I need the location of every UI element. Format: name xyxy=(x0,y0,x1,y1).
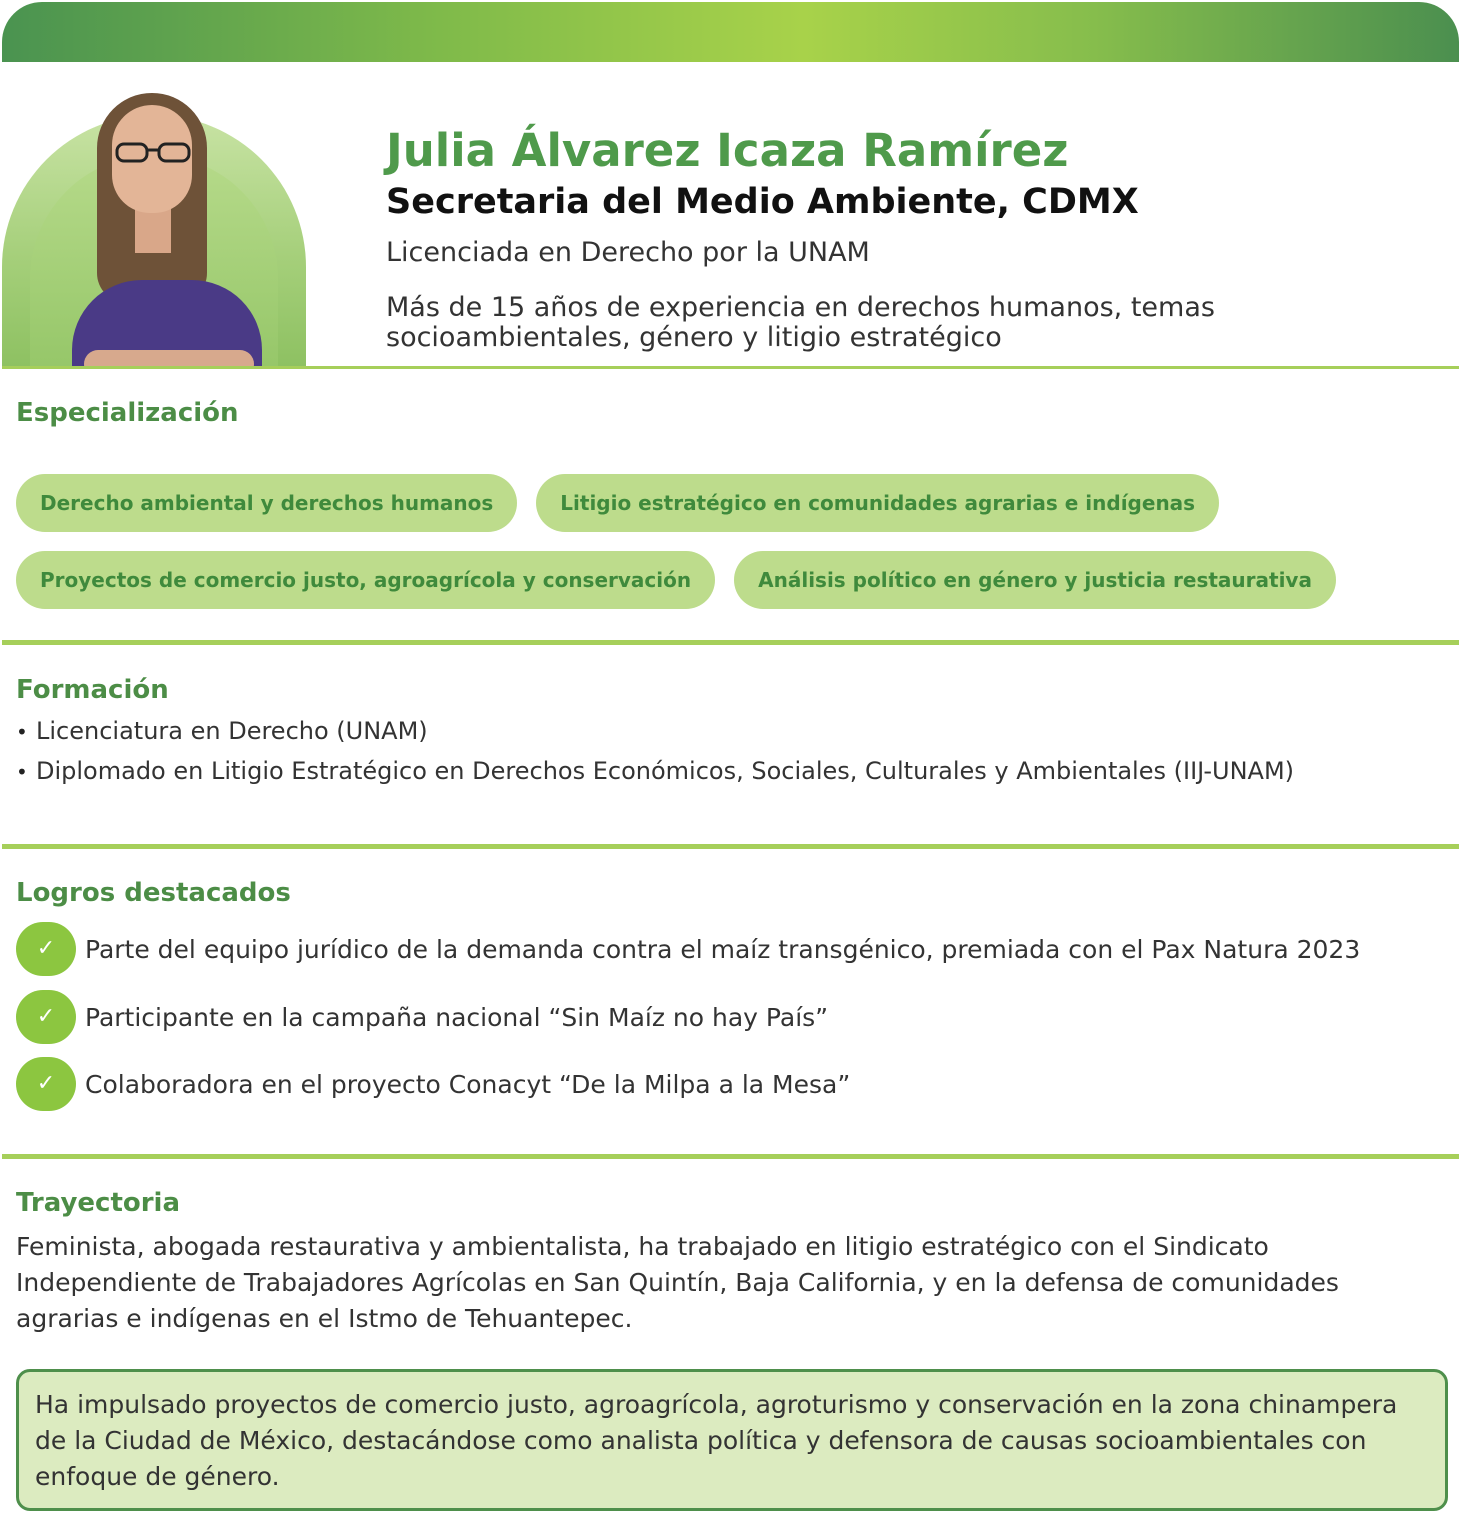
achievement-text: Parte del equipo jurídico de la demanda contra el maíz transgénico, premiada con el Pax Natura 2023 xyxy=(85,934,1361,964)
divider xyxy=(2,366,1459,369)
achievements-title: Logros destacados xyxy=(16,878,291,908)
trajectory-title: Trayectoria xyxy=(16,1188,181,1218)
check-icon: ✓ xyxy=(16,922,76,976)
achievement-item xyxy=(16,1057,850,1111)
education-item-text: Diplomado en Litigio Estratégico en Derechos Económicos, Sociales, Culturales y Ambientales (IIJ-UNAM) xyxy=(36,757,1295,785)
achievement-item xyxy=(16,922,1360,976)
education-item xyxy=(16,752,1294,792)
trajectory-highlight: Ha impulsado proyectos de comercio justo, agroagrícola, agroturismo y conservación en la zona chinampera de la Ciudad de México, destacándose como analista política y defensora de causas socioambientales con enfoque de género. xyxy=(16,1369,1448,1511)
top-banner xyxy=(2,2,1459,62)
bullet-icon: • xyxy=(16,720,28,744)
education-item xyxy=(16,712,1294,752)
divider xyxy=(2,844,1459,849)
check-icon: ✓ xyxy=(16,990,76,1044)
education-item-text: Licenciatura en Derecho (UNAM) xyxy=(36,717,428,745)
person-experience: Más de 15 años de experiencia en derechos humanos, temas socioambientales, género y litigio estratégico xyxy=(386,292,1215,353)
check-icon: ✓ xyxy=(16,1057,76,1111)
divider xyxy=(2,640,1459,645)
bullet-icon: • xyxy=(16,760,28,784)
specialization-chip: Litigio estratégico en comunidades agrarias e indígenas xyxy=(536,474,1219,532)
divider xyxy=(2,1154,1459,1159)
profile-photo xyxy=(2,85,306,367)
profile-header xyxy=(386,125,1461,353)
specialization-chip: Proyectos de comercio justo, agroagrícola y conservación xyxy=(16,551,715,609)
person-crossed-arms xyxy=(84,350,254,367)
specialization-chips-row xyxy=(16,474,1219,532)
specialization-chip: Derecho ambiental y derechos humanos xyxy=(16,474,517,532)
education-title: Formación xyxy=(16,675,169,705)
person-name: Julia Álvarez Icaza Ramírez xyxy=(386,124,1069,177)
person-role: Secretaria del Medio Ambiente, CDMX xyxy=(386,182,1139,222)
specialization-chips-row xyxy=(16,551,1336,609)
education-list xyxy=(16,712,1294,792)
achievement-text: Colaboradora en el proyecto Conacyt “De la Milpa a la Mesa” xyxy=(85,1069,851,1099)
trajectory-text: Feminista, abogada restaurativa y ambientalista, ha trabajado en litigio estratégico con el Sindicato Independiente de Trabajadores Agrícolas en San Quintín, Baja California, y en la defensa de comunidades agrarias e indígenas en el Istmo de Tehuantepec. xyxy=(16,1232,1339,1333)
achievement-text: Participante en la campaña nacional “Sin Maíz no hay País” xyxy=(85,1002,829,1032)
person-degree: Licenciada en Derecho por la UNAM xyxy=(386,237,870,268)
glasses-icon xyxy=(115,141,191,163)
specialization-chip: Análisis político en género y justicia restaurativa xyxy=(734,551,1336,609)
achievement-item xyxy=(16,990,828,1044)
specialization-title: Especialización xyxy=(16,398,239,428)
